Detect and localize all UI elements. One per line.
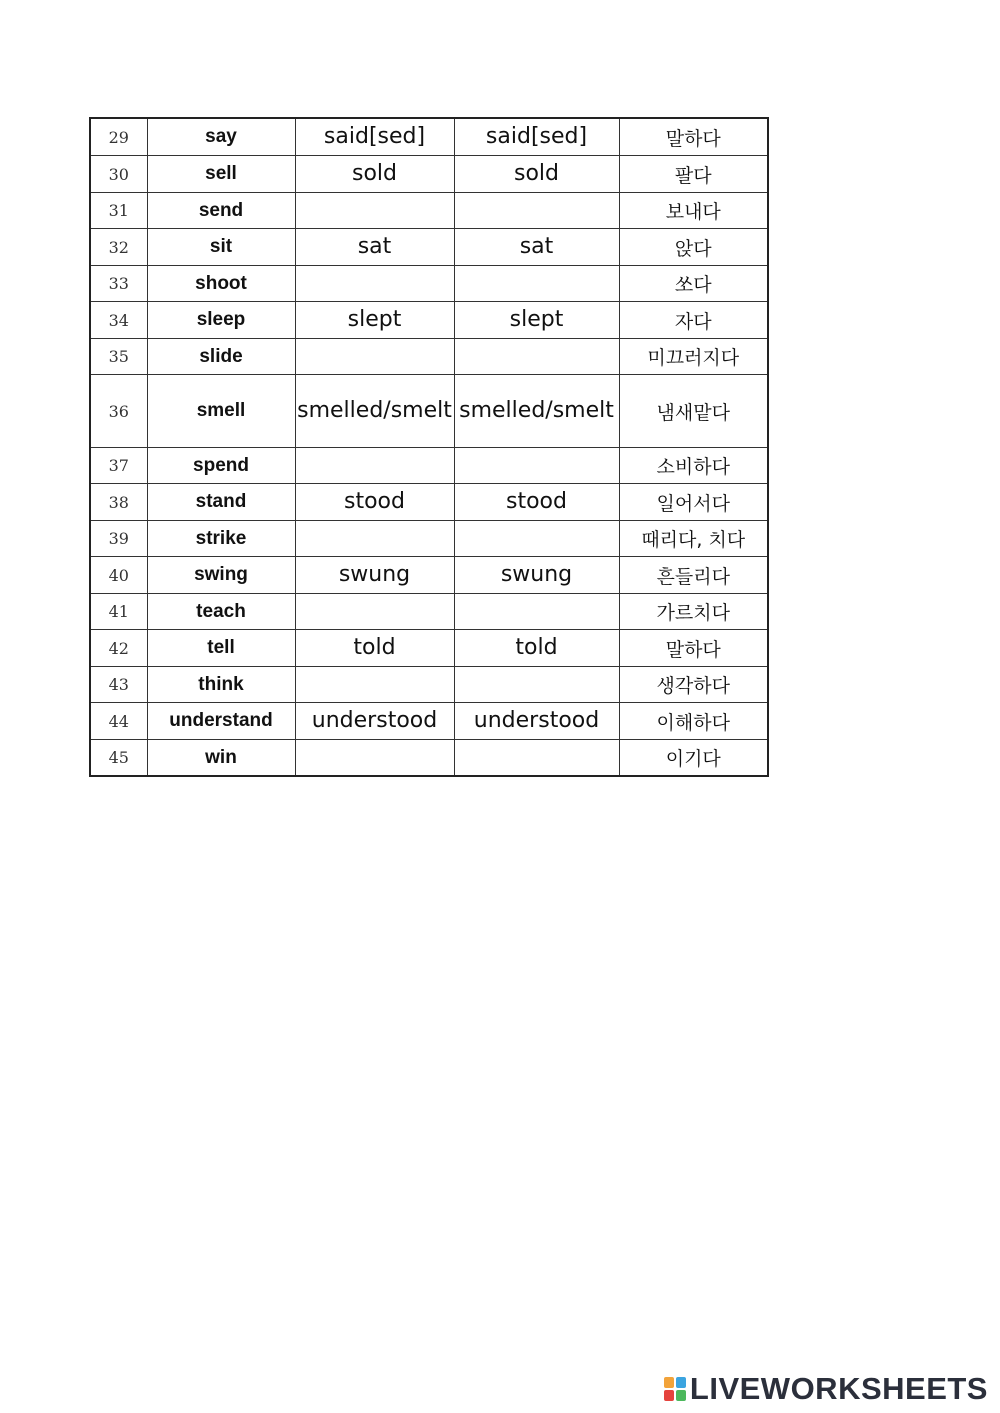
korean-meaning-cell: 소비하다 xyxy=(619,448,768,484)
table-row xyxy=(90,339,768,375)
row-number: 35 xyxy=(90,339,147,375)
base-form-cell: shoot xyxy=(147,266,295,302)
row-number: 29 xyxy=(90,118,147,156)
past-form-cell: stood xyxy=(295,484,454,521)
past-form-cell: swung xyxy=(295,557,454,594)
table-row xyxy=(90,156,768,193)
past-participle-cell: slept xyxy=(454,302,619,339)
korean-meaning-cell: 이기다 xyxy=(619,740,768,777)
table-row xyxy=(90,740,768,777)
logo-square-2 xyxy=(676,1377,686,1388)
base-form-cell: think xyxy=(147,667,295,703)
row-number: 42 xyxy=(90,630,147,667)
past-form-cell xyxy=(295,667,454,703)
korean-meaning-cell: 말하다 xyxy=(619,118,768,156)
korean-meaning-cell: 흔들리다 xyxy=(619,557,768,594)
table-row xyxy=(90,703,768,740)
korean-meaning-cell: 자다 xyxy=(619,302,768,339)
base-form-cell: send xyxy=(147,193,295,229)
korean-meaning-cell: 일어서다 xyxy=(619,484,768,521)
table-row xyxy=(90,375,768,448)
past-form-cell: sold xyxy=(295,156,454,193)
past-form-cell: sat xyxy=(295,229,454,266)
past-participle-cell: sold xyxy=(454,156,619,193)
irregular-verbs-table xyxy=(89,117,769,777)
row-number: 44 xyxy=(90,703,147,740)
base-form-cell: stand xyxy=(147,484,295,521)
base-form-cell: sleep xyxy=(147,302,295,339)
past-participle-cell: stood xyxy=(454,484,619,521)
table-row xyxy=(90,266,768,302)
past-form-cell: told xyxy=(295,630,454,667)
row-number: 32 xyxy=(90,229,147,266)
past-form-cell: said[sed] xyxy=(295,118,454,156)
table-row xyxy=(90,594,768,630)
base-form-cell: smell xyxy=(147,375,295,448)
korean-meaning-cell: 냄새맡다 xyxy=(619,375,768,448)
table-row xyxy=(90,229,768,266)
table-row xyxy=(90,448,768,484)
korean-meaning-cell: 앉다 xyxy=(619,229,768,266)
row-number: 34 xyxy=(90,302,147,339)
base-form-cell: win xyxy=(147,740,295,777)
table-row xyxy=(90,302,768,339)
korean-meaning-cell: 생각하다 xyxy=(619,667,768,703)
table-row xyxy=(90,667,768,703)
row-number: 41 xyxy=(90,594,147,630)
past-form-cell xyxy=(295,740,454,777)
past-form-cell xyxy=(295,521,454,557)
brand-text: LIVEWORKSHEETS xyxy=(689,1371,988,1406)
row-number: 31 xyxy=(90,193,147,229)
past-form-cell: understood xyxy=(295,703,454,740)
table-row xyxy=(90,521,768,557)
row-number: 45 xyxy=(90,740,147,777)
past-participle-cell xyxy=(454,339,619,375)
base-form-cell: tell xyxy=(147,630,295,667)
korean-meaning-cell: 미끄러지다 xyxy=(619,339,768,375)
past-participle-cell: smelled/smelt xyxy=(454,375,619,448)
table-row xyxy=(90,118,768,156)
base-form-cell: teach xyxy=(147,594,295,630)
row-number: 33 xyxy=(90,266,147,302)
past-participle-cell: told xyxy=(454,630,619,667)
past-form-cell xyxy=(295,266,454,302)
row-number: 37 xyxy=(90,448,147,484)
past-participle-cell: sat xyxy=(454,229,619,266)
past-form-cell: smelled/smelt xyxy=(295,375,454,448)
base-form-cell: spend xyxy=(147,448,295,484)
past-form-cell xyxy=(295,448,454,484)
logo-square-3 xyxy=(664,1390,674,1401)
past-form-cell xyxy=(295,193,454,229)
past-participle-cell xyxy=(454,266,619,302)
liveworksheets-brand xyxy=(664,1372,988,1406)
table-row xyxy=(90,484,768,521)
row-number: 38 xyxy=(90,484,147,521)
base-form-cell: slide xyxy=(147,339,295,375)
past-participle-cell xyxy=(454,740,619,777)
table-row xyxy=(90,193,768,229)
korean-meaning-cell: 말하다 xyxy=(619,630,768,667)
past-participle-cell xyxy=(454,594,619,630)
past-form-cell: slept xyxy=(295,302,454,339)
table-row xyxy=(90,557,768,594)
korean-meaning-cell: 쏘다 xyxy=(619,266,768,302)
korean-meaning-cell: 이해하다 xyxy=(619,703,768,740)
base-form-cell: swing xyxy=(147,557,295,594)
korean-meaning-cell: 보내다 xyxy=(619,193,768,229)
korean-meaning-cell: 때리다, 치다 xyxy=(619,521,768,557)
base-form-cell: understand xyxy=(147,703,295,740)
korean-meaning-cell: 가르치다 xyxy=(619,594,768,630)
base-form-cell: say xyxy=(147,118,295,156)
korean-meaning-cell: 팔다 xyxy=(619,156,768,193)
base-form-cell: strike xyxy=(147,521,295,557)
row-number: 36 xyxy=(90,375,147,448)
logo-square-1 xyxy=(664,1377,674,1388)
table-row xyxy=(90,630,768,667)
row-number: 43 xyxy=(90,667,147,703)
past-participle-cell xyxy=(454,448,619,484)
past-form-cell xyxy=(295,594,454,630)
past-participle-cell xyxy=(454,521,619,557)
row-number: 30 xyxy=(90,156,147,193)
row-number: 40 xyxy=(90,557,147,594)
past-participle-cell: said[sed] xyxy=(454,118,619,156)
verb-table-body xyxy=(90,118,768,776)
liveworksheets-logo-icon xyxy=(664,1377,686,1401)
base-form-cell: sit xyxy=(147,229,295,266)
past-participle-cell: understood xyxy=(454,703,619,740)
row-number: 39 xyxy=(90,521,147,557)
past-form-cell xyxy=(295,339,454,375)
past-participle-cell: swung xyxy=(454,557,619,594)
base-form-cell: sell xyxy=(147,156,295,193)
past-participle-cell xyxy=(454,667,619,703)
logo-square-4 xyxy=(676,1390,686,1401)
past-participle-cell xyxy=(454,193,619,229)
